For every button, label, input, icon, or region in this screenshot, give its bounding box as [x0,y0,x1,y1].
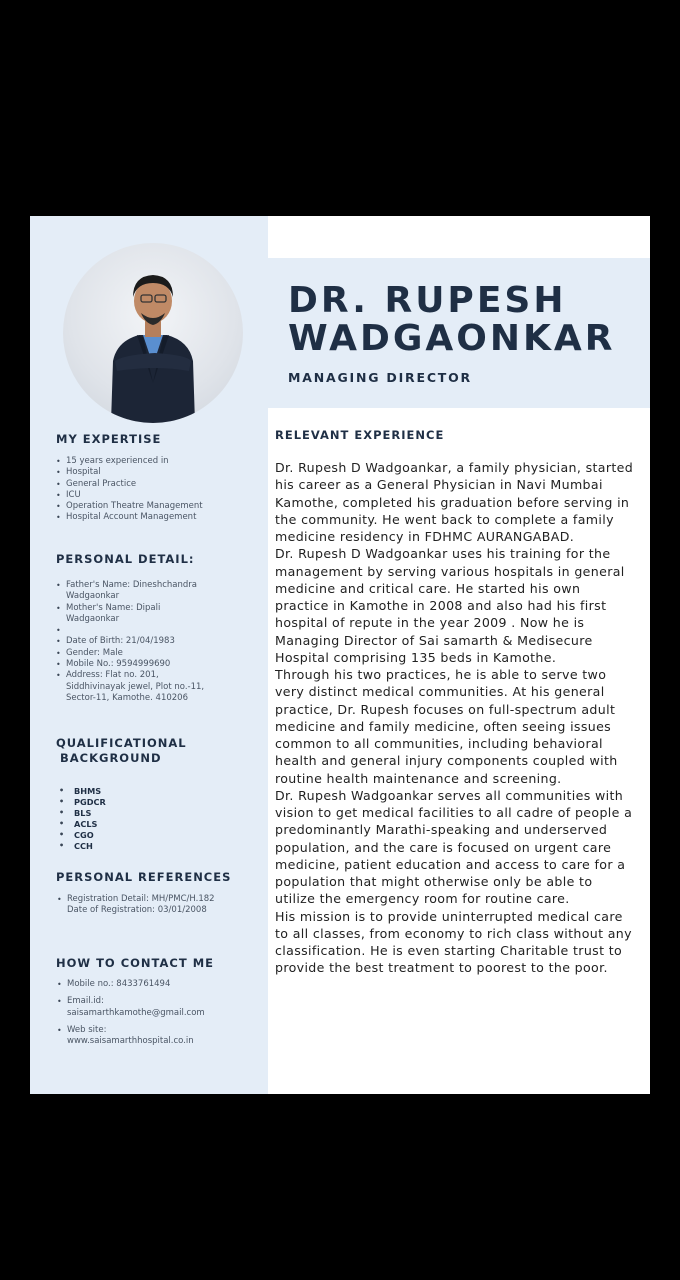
email-link[interactable]: saisamarthkamothe@gmail.com [67,1007,205,1018]
experience-paragraph: Dr. Rupesh D Wadgoankar uses his training for the management by serving various hospitals in general medicine and critical care. He started his own practice in Kamothe in 2008 and also had his first hospital of repute in the year 2009 . Now he is Managing Director of Sai samarth & Medisecure Hospital comprising 135 beds in Kamothe. [275,546,625,665]
website-label: • Web site: [67,1024,107,1035]
expertise-item: • Operation Theatre Management [56,501,261,512]
contact-heading: HOW TO CONTACT ME [56,956,214,970]
expertise-item: • Hospital [56,467,261,478]
expertise-heading: MY EXPERTISE [56,432,162,446]
qualification-item: • BLS [57,808,257,819]
registration-item [57,894,262,917]
expertise-item: • ICU [56,490,261,501]
contact-mobile: • Mobile no.: 8433761494 [57,979,262,990]
qualification-list [57,786,257,851]
mother-name: • Mother's Name: Dipali Wadgaonkar [56,603,216,626]
address: • Address: Flat no. 201, Siddhivinayak jewel, Plot no.-11, Sector-11, Kamothe. 410206 [56,670,216,704]
personal-detail-list [56,580,216,704]
profile-photo [63,243,243,423]
qualification-item: • CGO [57,830,257,841]
contact-email-item [57,996,262,1019]
name-line-1: DR. RUPESH [288,280,567,321]
qualification-heading-line-1: QUALIFICATIONAL [56,736,187,750]
date-of-birth: • Date of Birth: 21/04/1983 [56,636,216,647]
qualification-item: • PGDCR [57,797,257,808]
experience-paragraph: His mission is to provide uninterrupted medical care to all classes, from economy to rich class without any classification. He is even starting Charitable trust to provide the best treatment to poorest to the poor. [275,908,632,976]
contact-list [57,979,262,1047]
empty-item [56,625,216,636]
experience-body [275,459,635,977]
qualification-item: • CCH [57,841,257,852]
experience-paragraph: Through his two practices, he is able to serve two very distinct medical communities. At his general practice, Dr. Rupesh focuses on full-spectrum adult medicine and family medicine, often seeing issues common to all communities, including behavioral health and general injury components coupled with routine health maintenance and screening. [275,667,618,786]
name-line-2: WADGAONKAR [288,318,616,359]
resume-page [30,216,650,1094]
gender: • Gender: Male [56,648,216,659]
qualification-heading-line-2: BACKGROUND [60,751,162,765]
experience-paragraph: Dr. Rupesh Wadgoankar serves all communities with vision to get medical facilities to all cadre of people a predominantly Marathi-speaking and underserved population, and the care is focused on urgent care medicine, patient education and access to care for a population that might otherwise only be able to utilize the emergency room for routine care. [275,787,633,907]
doctor-name [288,282,638,358]
qualification-heading [56,736,187,766]
portrait-illustration [63,243,243,423]
expertise-item: • General Practice [56,479,261,490]
expertise-item: • Hospital Account Management [56,512,261,523]
website-link[interactable]: www.saisamarthhospital.co.in [67,1036,194,1047]
qualification-item: • BHMS [57,786,257,797]
experience-paragraph: Dr. Rupesh D Wadgoankar, a family physician, started his career as a General Physician in Navi Mumbai Kamothe, completed his graduation before serving in the community. He went back to complete a family medicine residency in FDHMC AURANGABAD. [275,460,634,544]
references-list [57,894,262,917]
father-name: • Father's Name: Dineshchandra Wadgaonkar [56,580,216,603]
contact-website-item [57,1025,262,1048]
mobile-number: • Mobile No.: 9594999690 [56,659,216,670]
registration-date: Date of Registration: 03/01/2008 [67,905,207,916]
email-label: • Email.id: [67,996,104,1007]
qualification-item: • ACLS [57,819,257,830]
registration-detail: • Registration Detail: MH/PMC/H.182 [67,894,215,904]
job-title: MANAGING DIRECTOR [288,370,472,385]
expertise-item: • 15 years experienced in [56,456,261,467]
references-heading: PERSONAL REFERENCES [56,870,232,884]
personal-detail-heading: PERSONAL DETAIL: [56,552,195,566]
expertise-list [56,456,261,524]
experience-heading: RELEVANT EXPERIENCE [275,428,445,442]
